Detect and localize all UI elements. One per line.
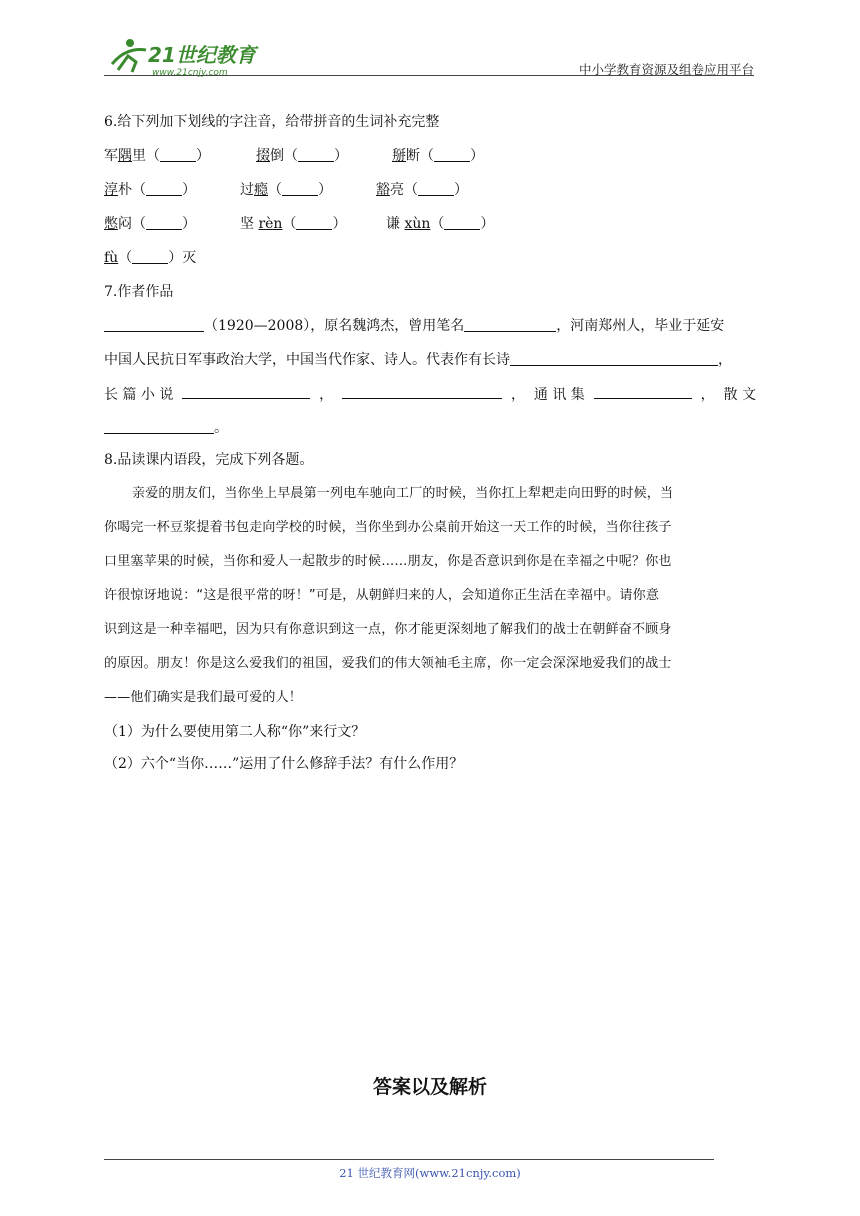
answer-blank[interactable] [298, 147, 334, 162]
q7-title: 7.作者作品 [104, 284, 174, 300]
passage-line: 你喝完一杯豆浆提着书包走向学校的时候，当你坐到办公桌前开始这一天工作的时候，当你往孩子 [104, 520, 672, 535]
answer-blank[interactable] [418, 181, 454, 196]
report-blank[interactable] [594, 384, 692, 399]
answer-blank[interactable] [160, 147, 196, 162]
q6-item: 淳朴（ ） [104, 182, 196, 198]
novel-blank[interactable] [182, 384, 310, 399]
q7-line-1: （1920—2008），原名魏鸿杰，曾用笔名 ，河南郑州人，毕业于延安 [104, 316, 724, 336]
q7-line-4: 。 [104, 418, 228, 438]
author-name-blank[interactable] [104, 317, 204, 332]
prose-label: 散 文 [723, 387, 756, 403]
q6-item: 过瘾（ ） [240, 182, 332, 198]
q6-item: 憋闷（ ） [104, 216, 196, 232]
q8-sub-question-1: （1）为什么要使用第二人称“你”来行文？ [104, 724, 366, 740]
answer-section-title: 答案以及解析 [372, 1076, 487, 1098]
answer-blank[interactable] [444, 215, 480, 230]
q7-line-2: 中国人民抗日军事政治大学，中国当代作家、诗人。代表作有长诗 ， [104, 352, 732, 368]
header-platform-text: 中小学教育资源及组卷应用平台 [578, 62, 754, 77]
q6-item: 豁亮（ ） [376, 182, 468, 198]
q6-item: 谦 xùn（ ） [386, 216, 495, 232]
q8-title: 8.品读课内语段，完成下列各题。 [104, 452, 314, 468]
q6-item: 军隅里（ ） [104, 148, 210, 164]
q7-line-3: 长 篇 小 说 ， ， 通 讯 集 ， 散 文 [104, 384, 756, 404]
pen-name-blank[interactable] [464, 317, 556, 332]
q8-sub-question-2: （2）六个“当你……”运用了什么修辞手法？有什么作用？ [104, 756, 464, 772]
answer-blank[interactable] [434, 147, 470, 162]
passage-line: 口里塞苹果的时候，当你和爱人一起散步的时候……朋友，你是否意识到你是在幸福之中呢？你也 [104, 554, 672, 569]
novel-blank-2[interactable] [342, 384, 502, 399]
passage-line: ——他们确实是我们最可爱的人！ [104, 690, 303, 705]
logo-text: 21世纪教育 [148, 43, 256, 67]
q6-item: 掰断（ ） [392, 148, 484, 164]
prose-blank[interactable] [104, 419, 214, 434]
logo-url: www.21cnjy.com [152, 68, 228, 78]
q6-item: 坚 rèn（ ） [240, 216, 347, 232]
page-header [104, 30, 754, 78]
passage-line: 许很惊讶地说：“这是很平常的呀！”可是，从朝鲜归来的人，会知道你正生活在幸福中。请你意 [104, 588, 660, 603]
passage-line: 识到这是一种幸福吧，因为只有你意识到这一点，你才能更深刻地了解我们的战士在朝鲜奋不顾身 [104, 622, 672, 637]
answer-blank[interactable] [132, 249, 168, 264]
answer-blank[interactable] [146, 181, 182, 196]
q6-item: fù（ ）灭 [104, 250, 197, 266]
footer-divider [104, 1159, 714, 1160]
header-divider [104, 75, 754, 76]
answer-blank[interactable] [146, 215, 182, 230]
site-logo [104, 34, 264, 78]
novel-label: 长 篇 小 说 [104, 387, 174, 403]
q6-title: 6.给下列加下划线的字注音，给带拼音的生词补充完整 [104, 114, 440, 130]
footer-link[interactable]: 21 世纪教育网(www.21cnjy.com) [339, 1166, 521, 1180]
long-poem-blank[interactable] [510, 351, 718, 366]
answer-blank[interactable] [296, 215, 332, 230]
passage-line: 亲爱的朋友们，当你坐上早晨第一列电车驰向工厂的时候，当你扛上犁耙走向田野的时候，当 [132, 486, 674, 501]
answer-blank[interactable] [282, 181, 318, 196]
passage-line: 的原因。朋友！你是这么爱我们的祖国，爱我们的伟大领袖毛主席，你一定会深深地爱我们的战士 [104, 656, 672, 671]
report-label: 通 讯 集 [533, 387, 585, 403]
q6-item: 掇倒（ ） [256, 148, 348, 164]
